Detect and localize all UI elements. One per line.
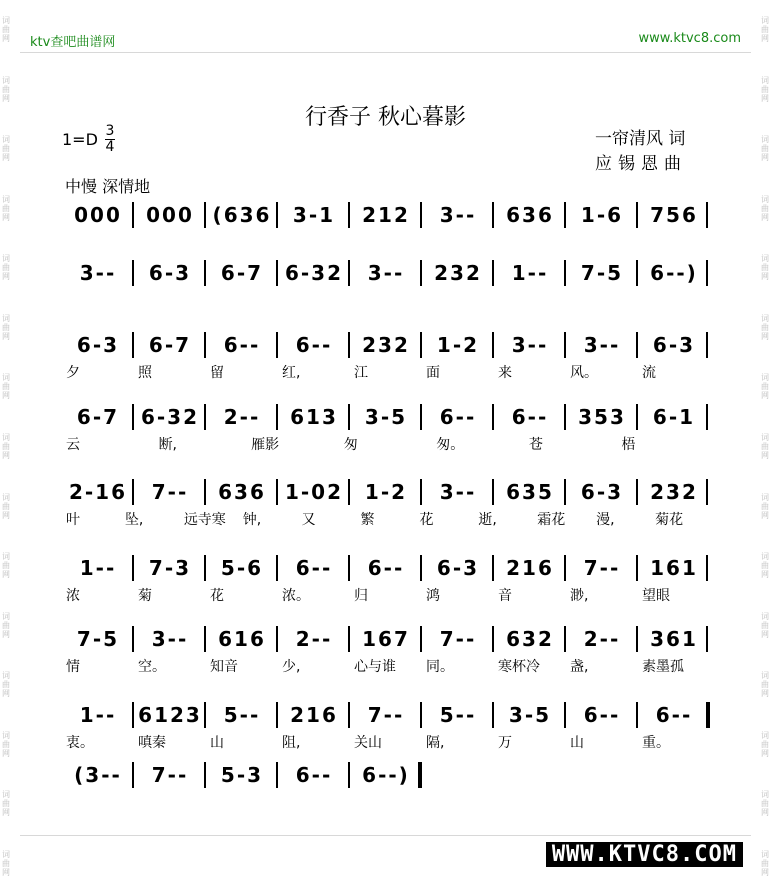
measure: 1-02 [284,480,344,504]
watermark-text: 词 曲 网 [761,432,769,460]
barline [348,332,350,358]
lyric-line [62,362,710,382]
barline [132,762,134,788]
barline [492,555,494,581]
measure: 1-- [511,261,549,285]
watermark-text: 词 曲 网 [761,671,769,699]
barline [132,626,134,652]
lyric-word: 叶 [66,512,80,528]
lyric-word: 浓 [66,588,80,604]
barline [420,626,422,652]
barline [132,702,134,728]
barline [636,404,638,430]
measure: 6-3 [436,556,480,580]
end-barline [418,762,422,788]
measure: 6-- [223,333,261,357]
lyric-word: 少, [282,659,301,675]
barline [564,626,566,652]
barline [564,404,566,430]
lyric-line [62,585,710,605]
lyric-line [62,509,710,529]
lyric-word: 山 [570,735,584,751]
measure: 7-- [367,703,405,727]
watermark-text: 词 曲 网 [761,730,769,758]
lyric-word: 钟, [242,512,262,528]
lyric-word: 归 [354,588,368,604]
barline [420,479,422,505]
barline [492,479,494,505]
barline [492,626,494,652]
time-signature [105,124,115,155]
measure: 167 [362,627,410,651]
score-row [62,700,710,730]
barline [204,555,206,581]
measure: 3-- [79,261,117,285]
lyric-word: 风。 [570,365,598,381]
barline [276,202,278,228]
measure: 1-2 [436,333,480,357]
measure: 5-6 [220,556,264,580]
lyricist-credit: 一帘清风 词 [595,129,686,149]
lyric-line [62,656,710,676]
end-barline [706,555,708,581]
lyric-word: 嗔秦 [138,735,166,751]
measure: 6-- [655,703,693,727]
watermark-text: 词 曲 网 [2,313,10,341]
lyric-word: 关山 [354,735,382,751]
lyric-word: 照 [138,365,152,381]
barline [276,626,278,652]
measure: 6-- [583,703,621,727]
measure: 2-- [223,405,261,429]
score-row [62,258,710,288]
lyric-word: 鸿 [426,588,440,604]
watermark-text: 词 曲 网 [761,373,769,401]
barline [276,479,278,505]
barline [636,479,638,505]
lyric-word: 匆 [343,437,358,453]
barline [492,702,494,728]
barline [348,260,350,286]
barline [132,332,134,358]
lyric-word: 重。 [642,735,670,751]
watermark-text: 词 曲 网 [761,194,769,222]
watermark-text: 词 曲 网 [2,135,10,163]
barline [204,626,206,652]
lyric-word: 流 [642,365,656,381]
left-watermark-strip [0,0,12,893]
measure: 7-- [439,627,477,651]
lyric-word: 面 [426,365,440,381]
lyric-word: 万 [498,735,512,751]
barline [420,202,422,228]
barline [564,479,566,505]
lyric-word: 心与谁 [354,659,396,675]
lyric-word: 云 [66,437,80,453]
lyric-word: 断, [158,437,178,453]
measure: 7-- [151,480,189,504]
measure: 1-- [79,703,117,727]
barline [636,202,638,228]
lyric-word: 留 [210,365,224,381]
measure: 6-7 [148,333,192,357]
watermark-text: 词 曲 网 [2,611,10,639]
measure: 6--) [650,261,698,285]
lyric-word: 逝, [478,512,497,528]
lyric-word: 又 [301,512,316,528]
lyric-word: 花 [419,512,434,528]
measure: 216 [290,703,338,727]
lyric-word: 漫, [596,512,615,528]
measure: 6-- [367,556,405,580]
end-barline [706,332,708,358]
lyric-word: 望眼 [642,588,670,604]
measure: 1-6 [580,203,624,227]
watermark-text: 词 曲 网 [761,16,769,44]
measure: 161 [650,556,698,580]
barline [132,260,134,286]
barline [636,555,638,581]
site-name: ktv查吧曲谱网 [30,35,116,50]
measure: 3-- [367,261,405,285]
measure: 232 [434,261,482,285]
barline [276,555,278,581]
lyric-word: 盏, [570,659,589,675]
lyric-word: 情 [66,659,80,675]
measure: 3-- [583,333,621,357]
header-divider [20,52,751,53]
measure: 5-3 [220,763,264,787]
measure: 756 [650,203,698,227]
barline [204,260,206,286]
measure: 6-1 [652,405,696,429]
lyric-line [62,434,710,454]
site-url[interactable]: www.ktvc8.com [638,31,741,46]
song-title: 行香子 秋心暮影 [305,105,466,130]
measure: 6-- [295,333,333,357]
score-row [62,330,710,360]
watermark-text: 词 曲 网 [2,552,10,580]
barline [636,260,638,286]
measure: 6-32 [284,261,344,285]
barline [420,260,422,286]
measure: 1-- [79,556,117,580]
barline [636,332,638,358]
barline [276,332,278,358]
measure: 6-7 [220,261,264,285]
lyric-line [62,732,710,752]
measure: 636 [506,203,554,227]
barline [132,555,134,581]
lyric-word: 繁 [360,512,375,528]
measure: 6-- [295,763,333,787]
barline [204,479,206,505]
footer-logo: WWW.KTVC8.COM [546,842,743,867]
barline [348,555,350,581]
measure: 2-- [583,627,621,651]
measure: 7-- [583,556,621,580]
lyric-word: 远寺寒 [183,512,226,528]
watermark-text: 词 曲 网 [2,373,10,401]
lyric-word: 浓。 [282,588,310,604]
lyric-word: 菊 [138,588,152,604]
measure: 6-3 [76,333,120,357]
key-signature: 1=D [62,130,98,149]
barline [348,479,350,505]
watermark-text: 词 曲 网 [2,730,10,758]
lyric-word: 匆。 [436,437,465,453]
barline [348,762,350,788]
barline [564,555,566,581]
watermark-text: 词 曲 网 [761,254,769,282]
barline [636,626,638,652]
score-row [62,402,710,432]
time-signature-top: 3 [105,123,115,139]
lyric-word: 梧 [621,437,636,453]
watermark-text: 词 曲 网 [2,432,10,460]
measure: (636 [212,203,272,227]
measure: 5-- [439,703,477,727]
measure: 3-- [511,333,549,357]
end-barline [706,404,708,430]
time-signature-bottom: 4 [105,139,115,155]
measure: 6-7 [76,405,120,429]
measure: 6-- [295,556,333,580]
measure: 613 [290,405,338,429]
barline [204,762,206,788]
tempo-marking: 中慢 深情地 [65,177,151,196]
measure: 616 [218,627,266,651]
barline [276,260,278,286]
measure: 3-5 [508,703,552,727]
measure: 6-- [511,405,549,429]
lyric-word: 坠, [124,512,144,528]
lyric-word: 苍 [528,437,543,453]
measure: 6-32 [140,405,200,429]
end-barline [706,479,708,505]
barline [420,404,422,430]
right-watermark-strip [759,0,771,893]
measure: 7-3 [148,556,192,580]
lyric-word: 霜花 [537,512,566,528]
barline [348,702,350,728]
measure: 353 [578,405,626,429]
watermark-text: 词 曲 网 [761,849,769,877]
barline [204,404,206,430]
lyric-word: 隔, [426,735,445,751]
barline [132,404,134,430]
measure: 1-2 [364,480,408,504]
lyric-word: 江 [354,365,368,381]
measure: 232 [362,333,410,357]
barline [132,202,134,228]
watermark-text: 词 曲 网 [2,849,10,877]
watermark-text: 词 曲 网 [761,611,769,639]
measure: 632 [506,627,554,651]
lyric-word: 空。 [138,659,166,675]
watermark-text: 词 曲 网 [2,671,10,699]
watermark-text: 词 曲 网 [761,135,769,163]
end-barline [706,260,708,286]
barline [420,555,422,581]
lyric-word: 雁影 [251,437,280,453]
measure: 3-- [151,627,189,651]
lyric-word: 同。 [426,659,454,675]
lyric-word: 素墨孤 [642,659,684,675]
measure: 000 [146,203,194,227]
measure: 361 [650,627,698,651]
barline [564,202,566,228]
measure: 6--) [362,763,410,787]
measure: 3-- [439,203,477,227]
watermark-text: 词 曲 网 [761,790,769,818]
measure: 3-5 [364,405,408,429]
watermark-text: 词 曲 网 [761,313,769,341]
score-row [62,200,710,230]
lyric-word: 来 [498,365,512,381]
watermark-text: 词 曲 网 [2,16,10,44]
measure: 7-5 [580,261,624,285]
barline [492,260,494,286]
barline [348,202,350,228]
barline [132,479,134,505]
watermark-text: 词 曲 网 [761,552,769,580]
composer-credit: 应锡恩曲 [595,154,687,174]
barline [276,702,278,728]
barline [492,202,494,228]
barline [204,332,206,358]
measure: 2-16 [68,480,128,504]
measure: 216 [506,556,554,580]
lyric-word: 夕 [66,365,80,381]
barline [348,626,350,652]
measure: (3-- [74,763,122,787]
score-row [62,760,710,790]
watermark-text: 词 曲 网 [761,492,769,520]
lyric-word: 山 [210,735,224,751]
score-row [62,624,710,654]
watermark-text: 词 曲 网 [2,75,10,103]
measure: 2-- [295,627,333,651]
measure: 3-1 [292,203,336,227]
lyric-word: 音 [498,588,512,604]
barline [420,332,422,358]
end-barline [706,202,708,228]
barline [204,702,206,728]
end-barline [706,702,710,728]
measure: 232 [650,480,698,504]
lyric-word: 红, [282,365,301,381]
lyric-word: 渺, [570,588,589,604]
lyric-word: 衷。 [66,735,94,751]
measure: 6123 [138,703,202,727]
watermark-text: 词 曲 网 [2,194,10,222]
watermark-text: 词 曲 网 [2,254,10,282]
measure: 6-3 [148,261,192,285]
lyric-word: 阻, [282,735,301,751]
barline [276,404,278,430]
measure: 000 [74,203,122,227]
lyric-word: 花 [210,588,224,604]
score-row [62,553,710,583]
measure: 636 [218,480,266,504]
watermark-text: 词 曲 网 [2,492,10,520]
measure: 6-3 [580,480,624,504]
barline [492,404,494,430]
measure: 6-- [439,405,477,429]
measure: 212 [362,203,410,227]
watermark-text: 词 曲 网 [761,75,769,103]
lyric-word: 知音 [210,659,238,675]
barline [564,332,566,358]
barline [564,702,566,728]
measure: 7-5 [76,627,120,651]
lyric-word: 菊花 [655,512,684,528]
footer-divider [20,835,751,836]
measure: 5-- [223,703,261,727]
barline [204,202,206,228]
watermark-text: 词 曲 网 [2,790,10,818]
barline [564,260,566,286]
measure: 7-- [151,763,189,787]
score-row [62,477,710,507]
measure: 3-- [439,480,477,504]
lyric-word: 寒杯冷 [498,659,540,675]
barline [276,762,278,788]
end-barline [706,626,708,652]
barline [348,404,350,430]
measure: 6-3 [652,333,696,357]
measure: 635 [506,480,554,504]
barline [420,702,422,728]
barline [636,702,638,728]
barline [492,332,494,358]
